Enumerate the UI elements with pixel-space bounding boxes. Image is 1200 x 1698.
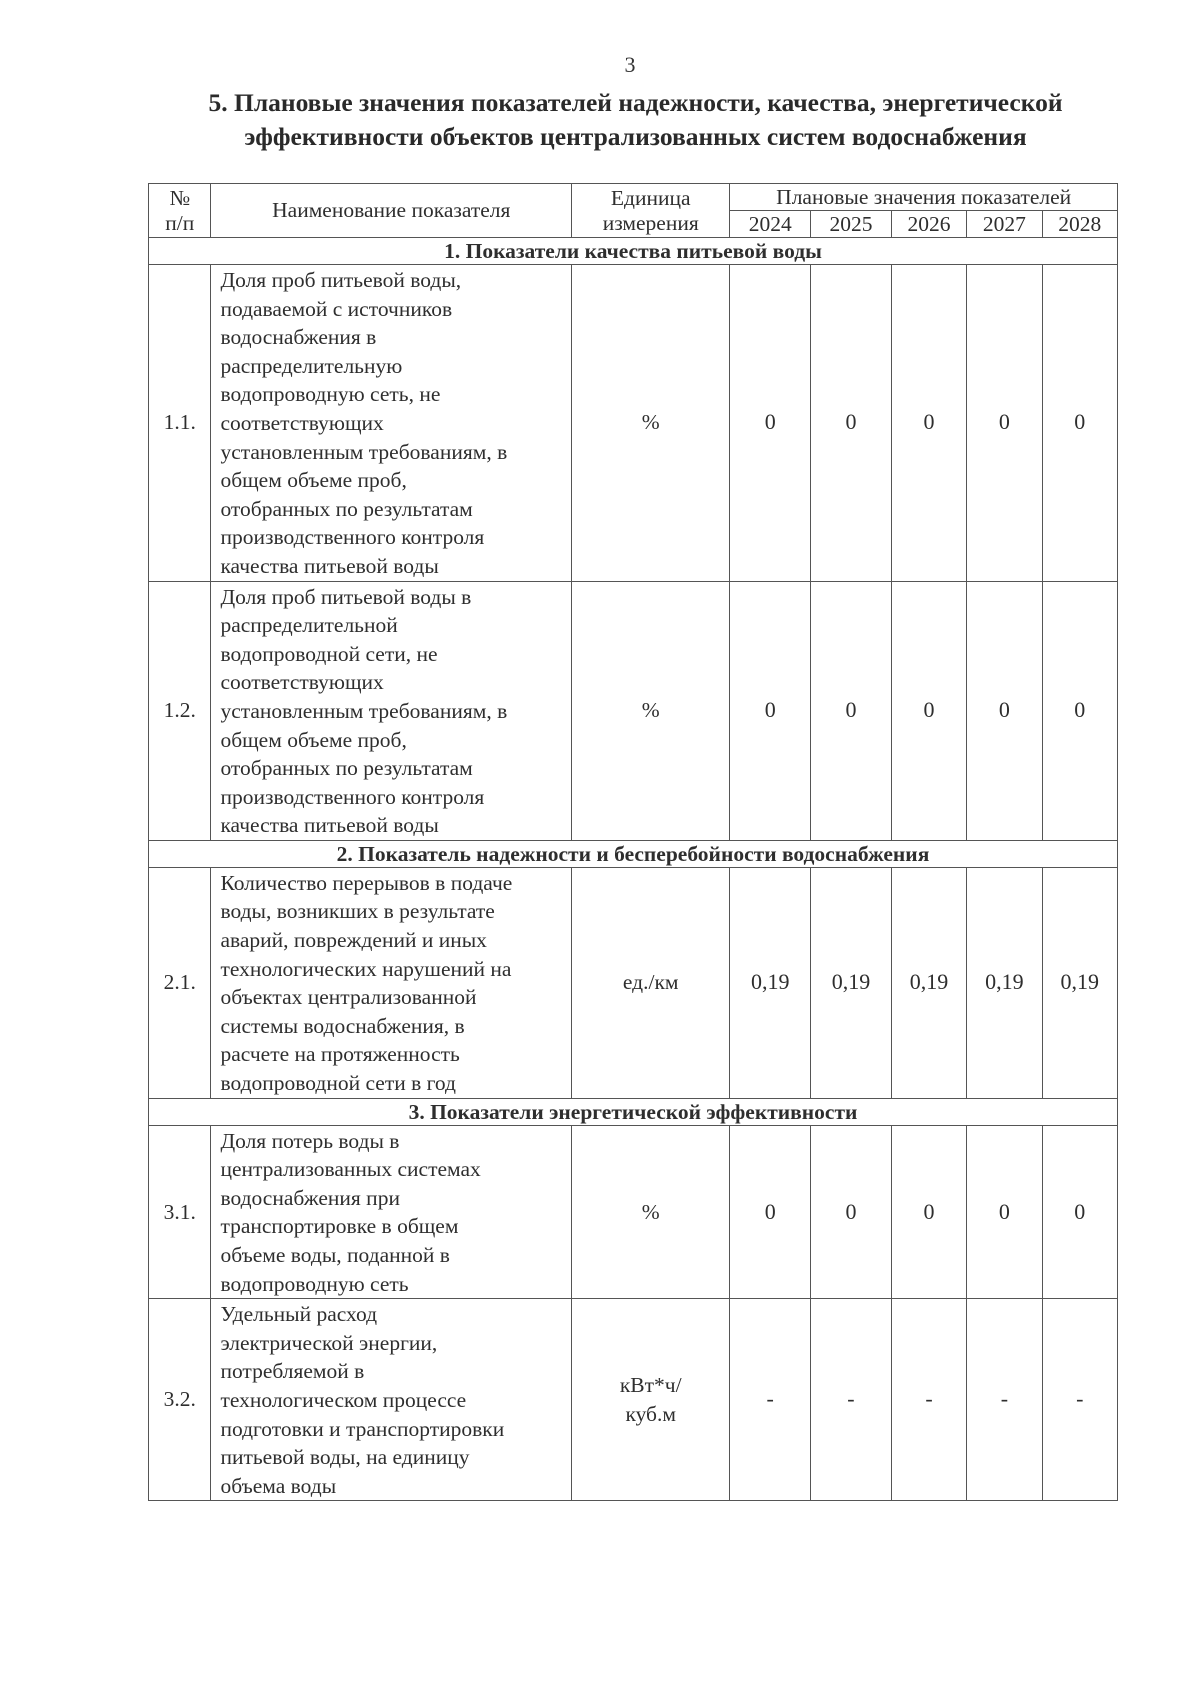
indicator-name-line: водопроводную сеть, не: [220, 382, 441, 407]
indicator-name-line: технологическом процессе: [220, 1387, 467, 1412]
indicator-name-line: водопроводной сети в год: [220, 1071, 456, 1096]
section-title: 3. Показатели энергетической эффективности: [149, 1098, 1118, 1125]
indicator-name-line: водопроводную сеть: [220, 1271, 409, 1296]
indicator-name-line: Доля проб питьевой воды в: [220, 584, 472, 609]
table-row: [149, 265, 1118, 582]
indicator-name-line: Доля потерь воды в: [220, 1128, 400, 1153]
indicator-name-line: качества питьевой воды: [220, 553, 439, 578]
indicator-name-line: водоснабжения в: [220, 325, 377, 350]
indicator-name: [211, 1125, 572, 1299]
indicator-name-line: системы водоснабжения, в: [220, 1013, 465, 1038]
indicator-name-line: производственного контроля: [220, 525, 485, 550]
header-number-line-2: п/п: [165, 210, 195, 235]
unit-line: %: [641, 698, 660, 723]
indicator-name-line: подаваемой с источников: [220, 296, 453, 321]
header-planned-values: Плановые значения показателей: [730, 184, 1118, 211]
indicator-name-line: распределительной: [220, 613, 398, 638]
row-number: 2.1.: [149, 867, 211, 1098]
indicator-name-line: отобранных по результатам: [220, 756, 473, 781]
indicator-name-line: расчете на протяженность: [220, 1042, 460, 1067]
indicator-name-line: аварий, повреждений и иных: [220, 928, 487, 953]
header-number: [149, 184, 211, 238]
indicator-name-line: транспортировке в общем: [220, 1214, 459, 1239]
value-2025: 0: [811, 581, 892, 840]
value-2026: 0: [891, 1125, 966, 1299]
header-unit-line-1: Единица: [610, 185, 691, 210]
indicator-name-line: установленным требованиям, в: [220, 439, 508, 464]
unit-cell: [572, 1125, 730, 1299]
indicator-name-line: соответствующих: [220, 670, 384, 695]
value-2024: 0: [730, 265, 811, 582]
document-heading: [148, 86, 1123, 154]
value-2025: 0: [811, 265, 892, 582]
indicator-name-line: водоснабжения при: [220, 1185, 400, 1210]
indicator-name: [211, 581, 572, 840]
indicator-name-line: качества питьевой воды: [220, 813, 439, 838]
value-2026: 0,19: [891, 867, 966, 1098]
value-2028: 0: [1042, 581, 1117, 840]
table-body: [149, 184, 1118, 1501]
value-2028: 0: [1042, 1125, 1117, 1299]
indicator-name-line: питьевой воды, на единицу: [220, 1445, 470, 1470]
indicator-name-line: электрической энергии,: [220, 1330, 438, 1355]
value-2024: -: [730, 1299, 811, 1501]
indicator-name-line: потребляемой в: [220, 1359, 365, 1384]
unit-line: кВт*ч/: [619, 1373, 682, 1398]
value-2024: 0,19: [730, 867, 811, 1098]
unit-cell: [572, 265, 730, 582]
indicator-name-line: воды, возникших в результате: [220, 899, 495, 924]
heading-line-1: 5. Плановые значения показателей надежности, качества, энергетической: [208, 88, 1063, 117]
row-number: 3.2.: [149, 1299, 211, 1501]
header-number-line-1: №: [169, 185, 190, 210]
section-title: 2. Показатель надежности и бесперебойности водоснабжения: [149, 840, 1118, 867]
value-2024: 0: [730, 581, 811, 840]
value-2027: -: [967, 1299, 1042, 1501]
indicators-table: [148, 183, 1118, 1501]
value-2026: -: [891, 1299, 966, 1501]
heading-line-2: эффективности объектов централизованных систем водоснабжения: [244, 122, 1027, 151]
indicator-name-line: объектах централизованной: [220, 985, 477, 1010]
table-row: [149, 581, 1118, 840]
table-row: [149, 1125, 1118, 1299]
value-2027: 0,19: [967, 867, 1042, 1098]
header-unit: [572, 184, 730, 238]
unit-cell: [572, 867, 730, 1098]
indicator-name-line: общем объеме проб,: [220, 468, 407, 493]
indicator-name-line: технологических нарушений на: [220, 956, 512, 981]
value-2026: 0: [891, 265, 966, 582]
indicator-name-line: водопроводной сети, не: [220, 641, 438, 666]
value-2024: 0: [730, 1125, 811, 1299]
header-year: 2025: [811, 211, 892, 238]
indicator-name-line: производственного контроля: [220, 784, 485, 809]
value-2028: 0: [1042, 265, 1117, 582]
value-2028: 0,19: [1042, 867, 1117, 1098]
value-2027: 0: [967, 1125, 1042, 1299]
indicator-name-line: распределительную: [220, 353, 403, 378]
header-unit-line-2: измерения: [602, 210, 699, 235]
indicator-name-line: подготовки и транспортировки: [220, 1416, 505, 1441]
table-row: [149, 1299, 1118, 1501]
unit-cell: [572, 581, 730, 840]
indicator-name-line: объема воды: [220, 1473, 337, 1498]
header-row-1: [149, 184, 1118, 211]
unit-cell: [572, 1299, 730, 1501]
indicator-name-line: отобранных по результатам: [220, 496, 473, 521]
table-row: [149, 867, 1118, 1098]
page-number: 3: [624, 52, 636, 77]
unit-line: %: [641, 410, 660, 435]
unit-line: куб.м: [625, 1401, 676, 1426]
indicator-name-line: централизованных системах: [220, 1157, 481, 1182]
indicator-name-line: Удельный расход: [220, 1302, 378, 1327]
indicator-name: [211, 867, 572, 1098]
value-2026: 0: [891, 581, 966, 840]
value-2028: -: [1042, 1299, 1117, 1501]
unit-line: %: [641, 1199, 660, 1224]
value-2025: -: [811, 1299, 892, 1501]
value-2027: 0: [967, 581, 1042, 840]
header-indicator-name: Наименование показателя: [211, 184, 572, 238]
unit-line: ед./км: [622, 970, 679, 995]
section-title: 1. Показатели качества питьевой воды: [149, 238, 1118, 265]
indicator-name-line: установленным требованиям, в: [220, 698, 508, 723]
value-2025: 0: [811, 1125, 892, 1299]
indicator-name-line: Доля проб питьевой воды,: [220, 268, 462, 292]
header-year: 2028: [1042, 211, 1117, 238]
row-number: 3.1.: [149, 1125, 211, 1299]
value-2027: 0: [967, 265, 1042, 582]
indicator-name-line: объеме воды, поданной в: [220, 1243, 450, 1267]
value-2025: 0,19: [811, 867, 892, 1098]
section-row: [149, 1098, 1118, 1125]
header-year: 2024: [730, 211, 811, 238]
row-number: 1.2.: [149, 581, 211, 840]
header-year: 2027: [967, 211, 1042, 238]
indicator-name: [211, 265, 572, 582]
header-year: 2026: [891, 211, 966, 238]
indicator-name-line: общем объеме проб,: [220, 727, 407, 752]
section-row: [149, 840, 1118, 867]
indicator-name-line: Количество перерывов в подаче: [220, 870, 513, 895]
section-row: [149, 238, 1118, 265]
row-number: 1.1.: [149, 265, 211, 582]
indicator-name: [211, 1299, 572, 1501]
indicator-name-line: соответствующих: [220, 410, 384, 435]
